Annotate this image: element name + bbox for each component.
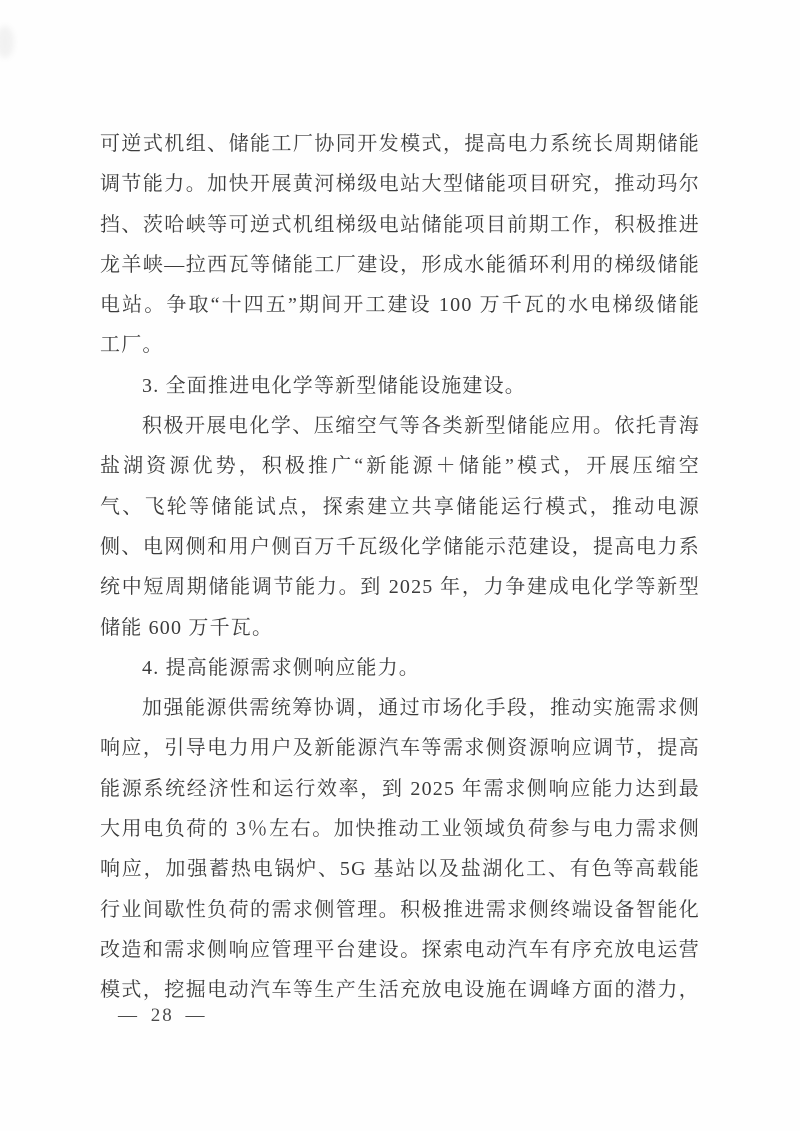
text-block [100, 124, 700, 1011]
section-4-heading: 4. 提高能源需求侧响应能力。 [142, 656, 420, 679]
body-line: 挡、茨哈峡等可逆式机组梯级电站储能项目前期工作，积极推进 [100, 213, 700, 236]
body-line: 加强能源供需统筹协调，通过市场化手段，推动实施需求侧 [142, 697, 700, 720]
body-line: 调节能力。加快开展黄河梯级电站大型储能项目研究，推动玛尔 [100, 173, 700, 196]
body-line: 可逆式机组、储能工厂协同开发模式，提高电力系统长周期储能 [100, 133, 700, 155]
body-line: 响应，引导电力用户及新能源汽车等需求侧资源响应调节，提高 [100, 737, 700, 760]
body-line: 模式，挖掘电动汽车等生产生活充放电设施在调峰方面的潜力， [100, 979, 700, 1002]
body-line: 龙羊峡—拉西瓦等储能工厂建设，形成水能循环利用的梯级储能 [100, 253, 700, 276]
page-number: — 28 — [118, 1005, 207, 1026]
body-line: 气、飞轮等储能试点，探索建立共享储能运行模式，推动电源 [100, 495, 700, 518]
body-line: 侧、电网侧和用户侧百万千瓦级化学储能示范建设，提高电力系 [100, 535, 700, 558]
body-line: 盐湖资源优势，积极推广“新能源＋储能”模式，开展压缩空 [100, 455, 700, 478]
scan-smudge-mark [0, 26, 14, 58]
body-line: 响应，加强蓄热电锅炉、5G 基站以及盐湖化工、有色等高载能 [100, 858, 700, 881]
body-line: 能源系统经济性和运行效率，到 2025 年需求侧响应能力达到最 [100, 777, 700, 800]
body-line: 工厂。 [100, 334, 164, 357]
body-line: 统中短周期储能调节能力。到 2025 年，力争建成电化学等新型 [100, 576, 700, 599]
body-line: 储能 600 万千瓦。 [100, 616, 274, 639]
body-line: 积极开展电化学、压缩空气等各类新型储能应用。依托青海 [142, 415, 700, 438]
body-line: 改造和需求侧响应管理平台建设。探索电动汽车有序充放电运营 [100, 938, 700, 961]
body-line: 电站。争取“十四五”期间开工建设 100 万千瓦的水电梯级储能 [100, 294, 700, 317]
body-line: 大用电负荷的 3％左右。加快推动工业领域负荷参与电力需求侧 [100, 818, 700, 841]
body-line: 行业间歇性负荷的需求侧管理。积极推进需求侧终端设备智能化 [100, 898, 700, 921]
section-3-heading: 3. 全面推进电化学等新型储能设施建设。 [142, 374, 526, 397]
